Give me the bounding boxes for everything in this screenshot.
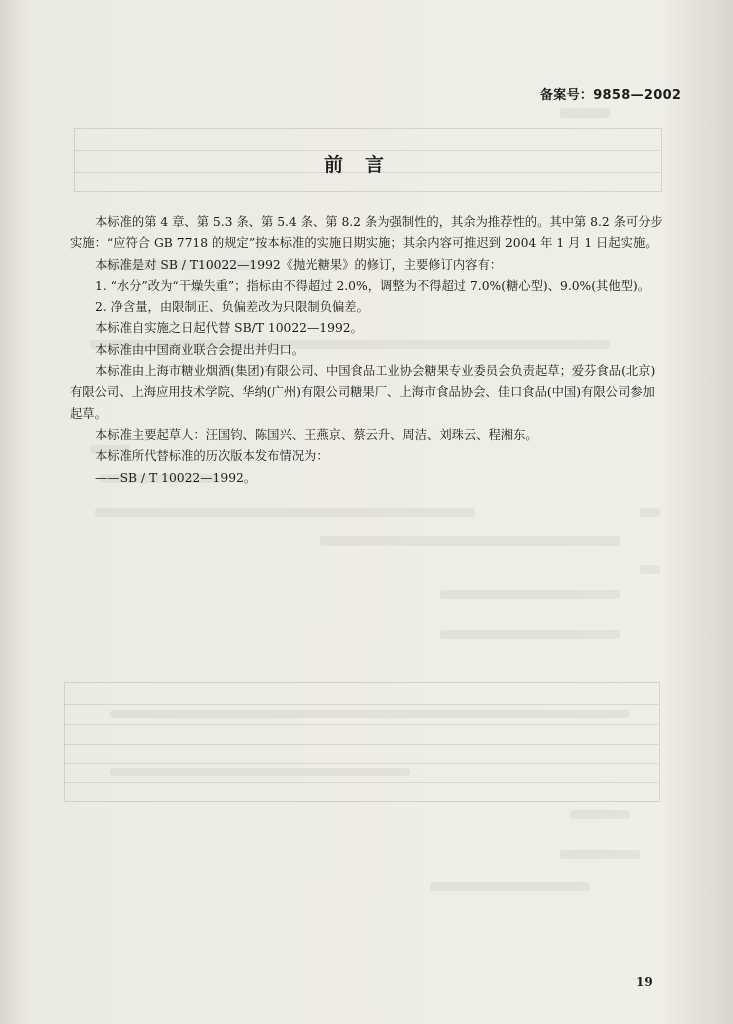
paragraph-revision-intro: 本标准是对 SB / T10022—1992《抛光糖果》的修订，主要修订内容有： [95,257,503,272]
paragraph-revision-item-2: 2. 净含量，由限制正、负偏差改为只限制负偏差。 [95,300,369,315]
paragraph-history-intro: 本标准所代替标准的历次版本发布情况为： [95,449,329,464]
paragraph-revision-item-1: 1. “水分”改为“干燥失重”；指标由不得超过 2.0%，调整为不得超过 7.0%(糖心型)、9.0%(其他型)。 [95,278,651,293]
page-title: 前言 [323,154,406,176]
paragraph-replaces: 本标准自实施之日起代替 SB/T 10022—1992。 [95,321,363,336]
filing-number: 备案号：9858—2002 [540,88,682,103]
paragraph-mandatory-clauses: 本标准的第 4 章、第 5.3 条、第 5.4 条、第 8.2 条为强制性的，其余为推荐性的。其中第 8.2 条可分步实施：“应符合 GB 7718 的规定”按本标准的实施日期实施；其余内容可推迟到 2004 年 1 月 1 日起实施。 [70,215,663,251]
paragraph-history-item: ——SB / T 10022—1992。 [95,470,257,485]
paragraph-drafters: 本标准主要起草人：汪国钧、陈国兴、王燕京、蔡云升、周洁、刘珠云、程湘东。 [95,427,538,442]
document-body [70,212,666,489]
paragraph-drafting-orgs: 本标准由上海市糖业烟酒(集团)有限公司、中国食品工业协会糖果专业委员会负责起草；爱芬食品(北京)有限公司、上海应用技术学院、华纳(广州)有限公司糖果厂、上海市食品协会、佳口食品(中国)有限公司参加起草。 [70,364,656,421]
page-number: 19 [636,975,653,989]
paragraph-proposed-by: 本标准由中国商业联合会提出并归口。 [95,342,305,357]
